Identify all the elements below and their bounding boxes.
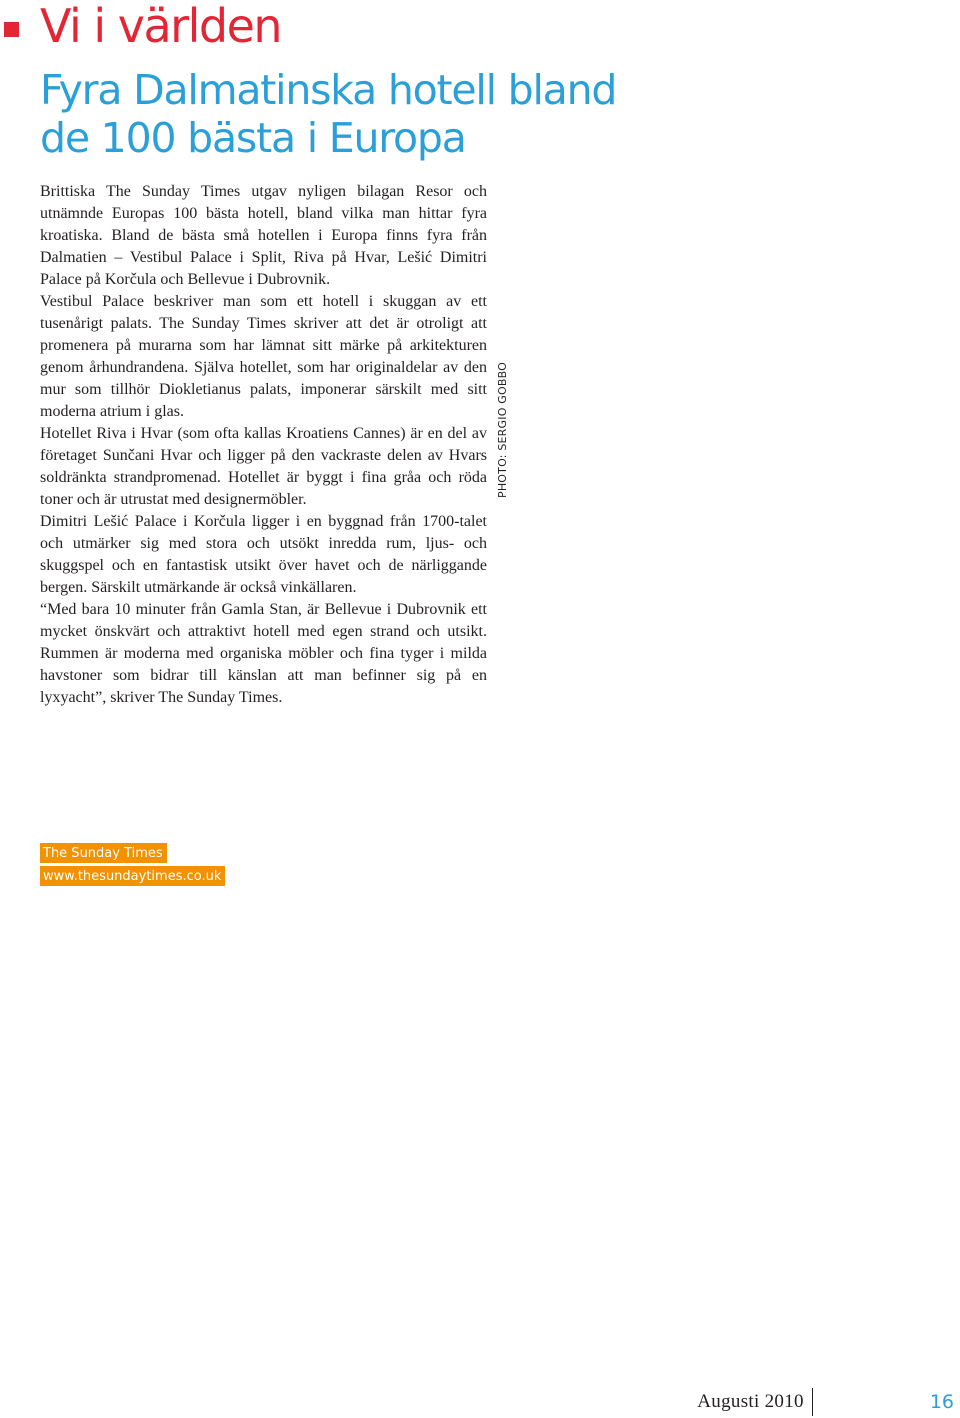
page-number: 16 xyxy=(929,1391,954,1413)
issue-date: Augusti 2010 xyxy=(697,1391,804,1412)
section-marker xyxy=(4,22,19,37)
article-paragraph: Dimitri Lešić Palace i Korčula ligger i en byggnad från 1700-talet och utmärker sig med stora och utsökt inredda rum, ljus- och skuggspel och en fantastisk utsikt över havet och de närliggande bergen. Särskilt utmärkande är också vinkällaren. xyxy=(40,513,487,596)
source-url-link[interactable]: www.thesundaytimes.co.uk xyxy=(40,866,225,886)
photo-credit: PHOTO: SERGIO GOBBO xyxy=(496,362,509,498)
headline-line: de 100 bästa i Europa xyxy=(40,114,466,162)
article-paragraph: Brittiska The Sunday Times utgav nyligen bilagan Resor och utnämnde Europas 100 bästa hotell, bland vilka man hittar fyra kroatiska. Bland de bästa små hotellen i Europa finns fyra från Dalmatien – Vestibul Palace i Split, Riva på Hvar, Lešić Dimitri Palace på Korčula och Bellevue i Dubrovnik. xyxy=(40,183,487,288)
section-title: Vi i världen xyxy=(40,0,282,53)
article-headline xyxy=(40,66,680,162)
source-name: The Sunday Times xyxy=(40,843,167,863)
article-body xyxy=(40,181,487,709)
footer-divider xyxy=(812,1388,813,1416)
article-paragraph: Vestibul Palace beskriver man som ett hotell i skuggan av ett tusenårigt palats. The Sunday Times skriver att det är otroligt att promenera på murarna som har lämnat sitt märke på arkitekturen genom århundrandena. Själva hotellet, som har originaldelar av den mur som tillhör Diokletianus palats, imponerar särskilt med sitt moderna atrium i glas. xyxy=(40,293,487,420)
article-paragraph: “Med bara 10 minuter från Gamla Stan, är Bellevue i Dubrovnik ett mycket önskvärt och attraktivt hotell med egen strand och utsikt. Rummen är moderna med organiska möbler och fina tyger i milda havstoner som bidrar till känslan att man befinner sig på en lyxyacht”, skriver The Sunday Times. xyxy=(40,601,487,706)
article-paragraph: Hotellet Riva i Hvar (som ofta kallas Kroatiens Cannes) är en del av företaget Sunčani Hvar och ligger på den vackraste delen av Hvars soldränkta strandpromenad. Hotellet är byggt i fina gråa och röda toner och är utrustat med designermöbler. xyxy=(40,425,487,508)
page-footer xyxy=(697,1388,954,1416)
headline-line: Fyra Dalmatinska hotell bland xyxy=(40,66,617,114)
